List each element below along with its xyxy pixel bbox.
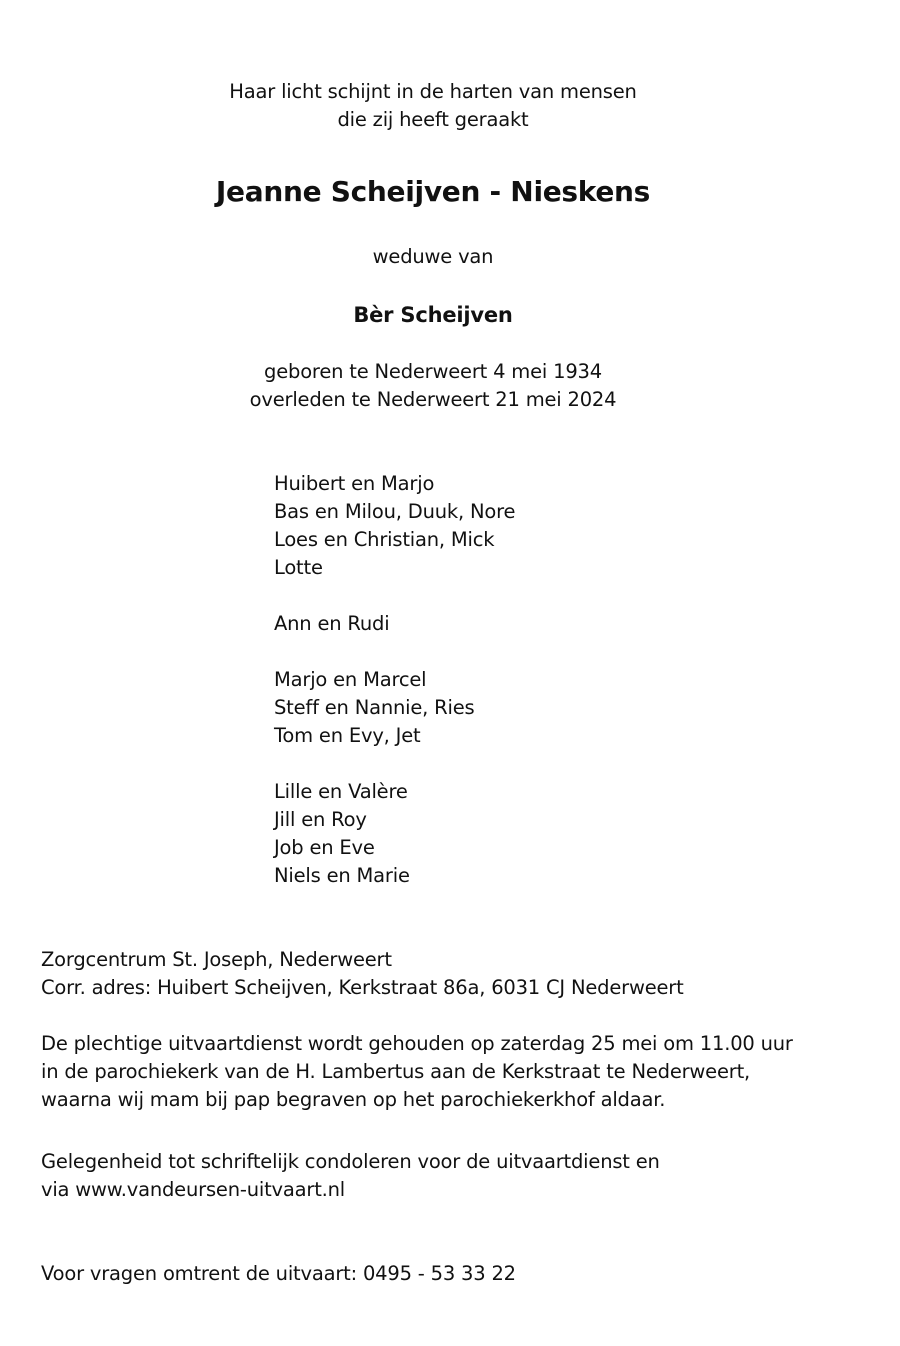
deceased-name: Jeanne Scheijven - Nieskens: [215, 175, 651, 208]
contact-line: Voor vragen omtrent de uitvaart: 0495 - 53 33 22: [41, 1262, 516, 1285]
family-member: Lotte: [274, 556, 323, 579]
death-line: overleden te Nederweert 21 mei 2024: [249, 388, 617, 411]
condolence-line-1: Gelegenheid tot schriftelijk condoleren voor de uitvaartdienst en: [41, 1150, 660, 1173]
family-member: Jill en Roy: [274, 808, 367, 831]
family-member: Marjo en Marcel: [274, 668, 427, 691]
family-member: Steff en Nannie, Ries: [274, 696, 475, 719]
family-member: Bas en Milou, Duuk, Nore: [274, 500, 516, 523]
family-member: Loes en Christian, Mick: [274, 528, 495, 551]
family-member: Job en Eve: [274, 836, 375, 859]
family-member: Niels en Marie: [274, 864, 410, 887]
service-line-3: waarna wij mam bij pap begraven op het parochiekerkhof aldaar.: [41, 1088, 666, 1111]
motto-line-2: die zij heeft geraakt: [337, 108, 529, 131]
spouse-name: Bèr Scheijven: [353, 303, 513, 327]
service-line-2: in de parochiekerk van de H. Lambertus aan de Kerkstraat te Nederweert,: [41, 1060, 751, 1083]
family-member: Tom en Evy, Jet: [274, 724, 421, 747]
residence-line: Zorgcentrum St. Joseph, Nederweert: [41, 948, 392, 971]
family-member: Lille en Valère: [274, 780, 408, 803]
family-member: Ann en Rudi: [274, 612, 390, 635]
birth-line: geboren te Nederweert 4 mei 1934: [264, 360, 602, 383]
condolence-line-2: via www.vandeursen-uitvaart.nl: [41, 1178, 346, 1201]
correspondence-address: Corr. adres: Huibert Scheijven, Kerkstraat 86a, 6031 CJ Nederweert: [41, 976, 684, 999]
relation-text: weduwe van: [372, 245, 494, 268]
motto-line-1: Haar licht schijnt in de harten van mensen: [229, 80, 637, 103]
service-line-1: De plechtige uitvaartdienst wordt gehouden op zaterdag 25 mei om 11.00 uur: [41, 1032, 793, 1055]
family-member: Huibert en Marjo: [274, 472, 435, 495]
